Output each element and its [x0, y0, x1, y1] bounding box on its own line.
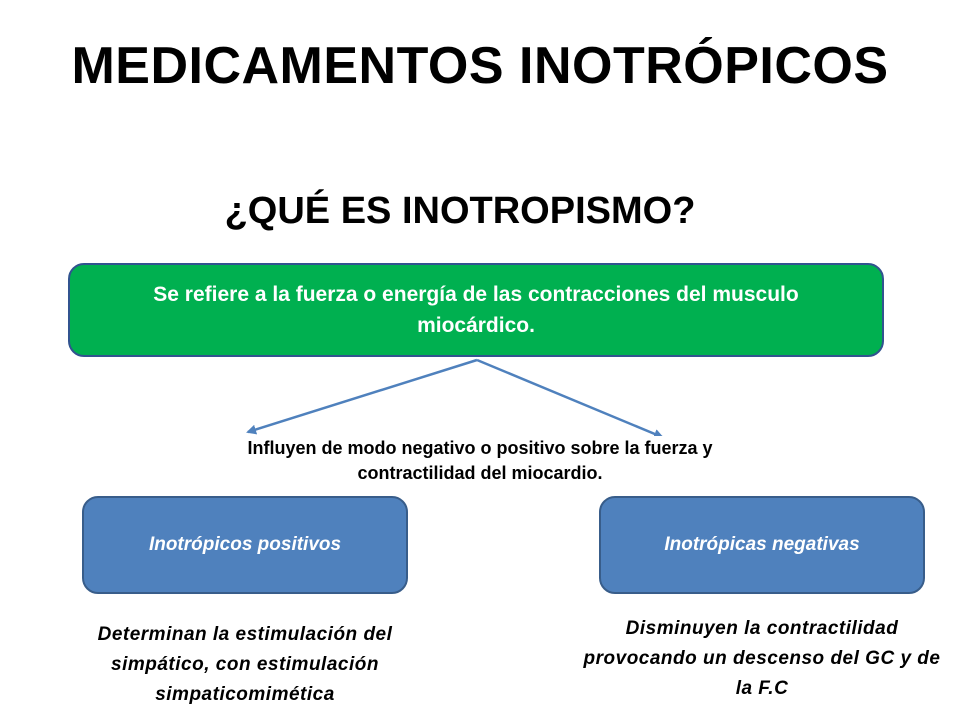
negative-description: Disminuyen la contractilidad provocando un descenso del GC y de la F.C — [583, 618, 941, 699]
slide-subtitle: ¿QUÉ ES INOTROPISMO? — [224, 190, 696, 232]
negative-inotropes-label: Inotrópicas negativas — [664, 534, 860, 555]
definition-box — [68, 263, 884, 357]
negative-inotropes-box — [599, 496, 925, 594]
arrow-to-negative — [477, 360, 662, 437]
positive-inotropes-label: Inotrópicos positivos — [148, 534, 342, 555]
slide-title: MEDICAMENTOS INOTRÓPICOS — [71, 37, 889, 95]
positive-description: Determinan la estimulación del simpático, con estimulación simpaticomimética — [97, 624, 393, 705]
arrow-to-positive — [248, 360, 477, 432]
positive-inotropes-box — [82, 496, 408, 594]
influence-text: Influyen de modo negativo o positivo sobre la fuerza y contractilidad del miocardio. — [190, 436, 770, 486]
definition-text: Se refiere a la fuerza o energía de las contracciones del musculo miocárdico. — [153, 283, 799, 337]
